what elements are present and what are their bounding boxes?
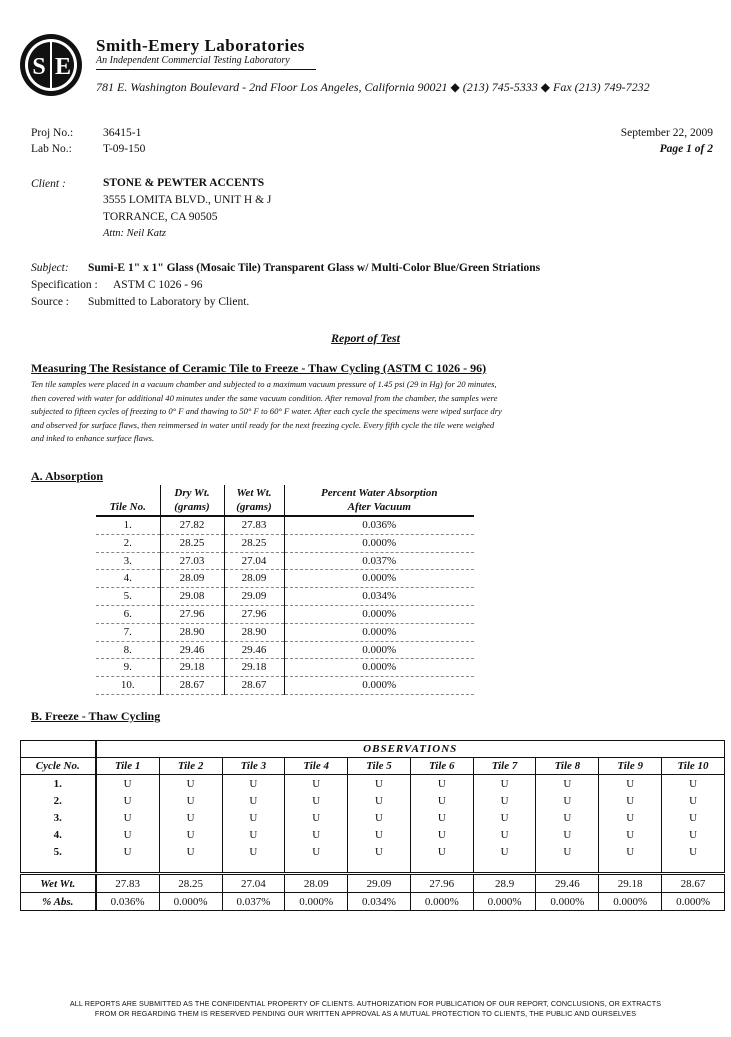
wet-weight-cell: 29.18 [599, 874, 662, 893]
observation-cell: U [285, 826, 348, 843]
absorption-row [96, 605, 474, 623]
dry-weight: 27.03 [160, 552, 224, 570]
method-description [31, 378, 621, 446]
header-tile-5: Tile 5 [348, 758, 411, 775]
percent-absorption: 0.000% [284, 534, 474, 552]
confidentiality-footer [0, 999, 731, 1019]
wet-weight: 28.67 [224, 677, 284, 695]
freeze-thaw-title: B. Freeze - Thaw Cycling [31, 709, 161, 723]
spacer-cell [662, 860, 725, 874]
tile-number: 7. [96, 623, 160, 641]
percent-absorption: 0.000% [284, 623, 474, 641]
percent-absorption: 0.000% [284, 641, 474, 659]
observation-cell: U [285, 843, 348, 860]
observation-cell: U [410, 843, 473, 860]
observation-cell: U [222, 826, 285, 843]
observation-cell: U [222, 775, 285, 793]
percent-absorption: 0.000% [284, 605, 474, 623]
header-tile-4: Tile 4 [285, 758, 348, 775]
percent-absorption-cell: 0.000% [662, 893, 725, 911]
lab-name: Smith-Emery Laboratories [96, 36, 305, 55]
method-title: Measuring The Resistance of Ceramic Tile to Freeze - Thaw Cycling (ASTM C 1026 - 96) [31, 361, 487, 375]
wet-weight: 29.09 [224, 588, 284, 606]
observation-cell: U [96, 792, 160, 809]
method-line: and observed for surface flaws, then reimmersed in water until ready for the next freezing cycle. Every fifth cycle the tile were weighed [31, 419, 495, 430]
dry-weight: 27.96 [160, 605, 224, 623]
percent-absorption: 0.000% [284, 677, 474, 695]
observation-cell: U [222, 809, 285, 826]
spacer-cell [21, 860, 96, 874]
absorption-header-row [96, 485, 474, 516]
observation-cell: U [536, 809, 599, 826]
percent-absorption-cell: 0.000% [410, 893, 473, 911]
percent-absorption-cell: 0.037% [222, 893, 285, 911]
proj-no-value: 36415-1 [103, 127, 142, 139]
observation-cell: U [348, 826, 411, 843]
dry-weight: 28.25 [160, 534, 224, 552]
percent-absorption-cell: 0.000% [159, 893, 222, 911]
observation-cell: U [599, 775, 662, 793]
percent-absorption: 0.037% [284, 552, 474, 570]
observation-cell: U [536, 792, 599, 809]
absorption-title: A. Absorption [31, 469, 104, 483]
observation-cell: U [222, 843, 285, 860]
percent-absorption-cell: 0.000% [473, 893, 536, 911]
observation-cell: U [159, 826, 222, 843]
svg-text:S: S [32, 54, 46, 80]
observation-cell: U [348, 843, 411, 860]
observation-cell: U [662, 843, 725, 860]
observation-cell: U [410, 775, 473, 793]
observation-cell: U [536, 826, 599, 843]
wet-weight-cell: 27.04 [222, 874, 285, 893]
observation-cell: U [410, 792, 473, 809]
observation-cell: U [159, 792, 222, 809]
observation-cell: U [159, 843, 222, 860]
percent-absorption-row [21, 893, 725, 911]
spacer-row [21, 860, 725, 874]
header-blank [21, 741, 96, 758]
absorption-row [96, 552, 474, 570]
spacer-cell [159, 860, 222, 874]
report-date: September 22, 2009 [620, 127, 713, 139]
wet-weight: 28.09 [224, 570, 284, 588]
footer-line: FROM OR REGARDING THEM IS RESERVED PENDING OUR WRITTEN APPROVAL AS A MUTUAL PROTECTION TO CLIENTS, THE PUBLIC AND OURSELVES [94, 1009, 637, 1018]
spacer-cell [222, 860, 285, 874]
header-tile-2: Tile 2 [159, 758, 222, 775]
tile-number: 8. [96, 641, 160, 659]
observation-cell: U [410, 809, 473, 826]
spacer-cell [473, 860, 536, 874]
dry-weight: 29.46 [160, 641, 224, 659]
method-line: then covered with water for additional 40 minutes under the same vacuum condition. After removal from the chamber, the samples were [31, 392, 498, 403]
cycle-number: 1. [21, 775, 96, 793]
wet-weight: 27.83 [224, 516, 284, 534]
tile-number: 6. [96, 605, 160, 623]
lab-tagline: An Independent Commercial Testing Laboratory [96, 55, 290, 66]
wet-weight: 28.90 [224, 623, 284, 641]
wet-weight-cell: 28.9 [473, 874, 536, 893]
absorption-table [96, 485, 474, 695]
specification-label: Specification : [31, 279, 98, 291]
wet-weight-cell: 29.46 [536, 874, 599, 893]
observation-cell: U [599, 809, 662, 826]
subject-label: Subject: [31, 262, 69, 274]
header-tile-no: Tile No. [96, 485, 160, 516]
percent-absorption: 0.036% [284, 516, 474, 534]
header-rule [96, 69, 316, 70]
wet-weight: 29.18 [224, 659, 284, 677]
wet-weight: 27.96 [224, 605, 284, 623]
observation-cell: U [96, 843, 160, 860]
tile-number: 3. [96, 552, 160, 570]
percent-absorption: 0.034% [284, 588, 474, 606]
percent-absorption-cell: 0.034% [348, 893, 411, 911]
cycle-number: 3. [21, 809, 96, 826]
cycle-row [21, 843, 725, 860]
dry-weight: 28.09 [160, 570, 224, 588]
observation-cell: U [473, 809, 536, 826]
wet-weight: 29.46 [224, 641, 284, 659]
header-tile-9: Tile 9 [599, 758, 662, 775]
cycle-row [21, 792, 725, 809]
absorption-row [96, 623, 474, 641]
spacer-cell [285, 860, 348, 874]
absorption-row [96, 659, 474, 677]
dry-weight: 28.67 [160, 677, 224, 695]
percent-absorption-cell: 0.036% [96, 893, 160, 911]
observation-cell: U [473, 826, 536, 843]
header-observations: OBSERVATIONS [96, 741, 725, 758]
cycle-row [21, 826, 725, 843]
header-percent-absorption: Percent Water Absorption After Vacuum [284, 485, 474, 516]
tile-number: 4. [96, 570, 160, 588]
observation-cell: U [222, 792, 285, 809]
observation-cell: U [410, 826, 473, 843]
header-tile-7: Tile 7 [473, 758, 536, 775]
specification-value: ASTM C 1026 - 96 [113, 279, 203, 291]
wet-weight: 28.25 [224, 534, 284, 552]
observation-cell: U [285, 809, 348, 826]
observation-cell: U [473, 775, 536, 793]
lab-address: 781 E. Washington Boulevard - 2nd Floor Los Angeles, California 90021 ◆ (213) 745-5333 ◆ Fax (213) 749-7232 [96, 80, 650, 94]
observation-cell: U [96, 809, 160, 826]
observation-cell: U [599, 826, 662, 843]
client-name: STONE & PEWTER ACCENTS [103, 177, 265, 189]
header-wet-wt: Wet Wt. (grams) [224, 485, 284, 516]
subject-text: Sumi-E 1" x 1" Glass (Mosaic Tile) Transparent Glass w/ Multi-Color Blue/Green Striations [88, 262, 541, 274]
method-line: subjected to fifteen cycles of freezing to 0° F and thawing to 50° F to 60° F water. After each cycle the specimens were wiped surface dry [31, 406, 502, 417]
dry-weight: 29.18 [160, 659, 224, 677]
dry-weight: 29.08 [160, 588, 224, 606]
percent-absorption-cell: 0.000% [285, 893, 348, 911]
tile-header-row [21, 758, 725, 775]
observation-cell: U [662, 826, 725, 843]
observation-cell: U [536, 775, 599, 793]
tile-number: 1. [96, 516, 160, 534]
wet-weight-row-label: Wet Wt. [21, 874, 96, 893]
observation-cell: U [473, 792, 536, 809]
proj-no-label: Proj No.: [31, 127, 74, 139]
observation-cell: U [96, 775, 160, 793]
observation-cell: U [348, 775, 411, 793]
header-tile-8: Tile 8 [536, 758, 599, 775]
header-tile-3: Tile 3 [222, 758, 285, 775]
dry-weight: 28.90 [160, 623, 224, 641]
absorption-row [96, 534, 474, 552]
source-label: Source : [31, 296, 70, 308]
dry-weight: 27.82 [160, 516, 224, 534]
lab-no-value: T-09-150 [103, 143, 146, 155]
tile-number: 5. [96, 588, 160, 606]
wet-weight-cell: 27.96 [410, 874, 473, 893]
wet-weight: 27.04 [224, 552, 284, 570]
observation-cell: U [536, 843, 599, 860]
observation-cell: U [599, 843, 662, 860]
cycle-row [21, 809, 725, 826]
spacer-cell [599, 860, 662, 874]
spacer-cell [410, 860, 473, 874]
observation-cell: U [159, 809, 222, 826]
report-title: Report of Test [331, 331, 400, 345]
observation-cell: U [285, 792, 348, 809]
absorption-row [96, 641, 474, 659]
method-line: Ten tile samples were placed in a vacuum chamber and subjected to a maximum vacuum pressure of 1.45 psi (29 in Hg) for 20 minutes, [31, 379, 497, 389]
tile-number: 9. [96, 659, 160, 677]
cycle-number: 2. [21, 792, 96, 809]
percent-absorption-cell: 0.000% [599, 893, 662, 911]
wet-weight-cell: 28.25 [159, 874, 222, 893]
observations-row [21, 741, 725, 758]
percent-absorption-row-label: % Abs. [21, 893, 96, 911]
client-attn: Attn: Neil Katz [103, 228, 166, 239]
absorption-row [96, 677, 474, 695]
observation-cell: U [348, 809, 411, 826]
cycle-row [21, 775, 725, 793]
client-address-2: TORRANCE, CA 90505 [103, 211, 218, 223]
wet-weight-cell: 27.83 [96, 874, 160, 893]
percent-absorption-cell: 0.000% [536, 893, 599, 911]
absorption-row [96, 516, 474, 534]
spacer-cell [96, 860, 160, 874]
observation-cell: U [473, 843, 536, 860]
header-cycle-no: Cycle No. [21, 758, 96, 775]
svg-text:E: E [54, 54, 72, 80]
absorption-row [96, 570, 474, 588]
header-tile-10: Tile 10 [662, 758, 725, 775]
lab-logo [18, 32, 84, 98]
observation-cell: U [285, 775, 348, 793]
wet-weight-cell: 28.09 [285, 874, 348, 893]
header-tile-1: Tile 1 [96, 758, 160, 775]
spacer-cell [536, 860, 599, 874]
source-value: Submitted to Laboratory by Client. [88, 296, 250, 308]
page-number: Page 1 of 2 [659, 143, 713, 155]
observation-cell: U [96, 826, 160, 843]
cycle-number: 4. [21, 826, 96, 843]
wet-weight-row [21, 874, 725, 893]
header-tile-6: Tile 6 [410, 758, 473, 775]
percent-absorption: 0.000% [284, 659, 474, 677]
method-line: and inked to enhance surface flaws. [31, 433, 155, 444]
observation-cell: U [662, 809, 725, 826]
spacer-cell [348, 860, 411, 874]
client-label: Client : [31, 178, 66, 190]
tile-number: 10. [96, 677, 160, 695]
client-address-1: 3555 LOMITA BLVD., UNIT H & J [103, 194, 272, 206]
tile-number: 2. [96, 534, 160, 552]
header-dry-wt: Dry Wt. (grams) [160, 485, 224, 516]
absorption-row [96, 588, 474, 606]
observation-cell: U [348, 792, 411, 809]
observation-cell: U [662, 775, 725, 793]
observation-cell: U [662, 792, 725, 809]
observation-cell: U [159, 775, 222, 793]
observation-cell: U [599, 792, 662, 809]
freeze-thaw-table [20, 740, 725, 911]
lab-no-label: Lab No.: [31, 143, 72, 155]
wet-weight-cell: 28.67 [662, 874, 725, 893]
percent-absorption: 0.000% [284, 570, 474, 588]
wet-weight-cell: 29.09 [348, 874, 411, 893]
cycle-number: 5. [21, 843, 96, 860]
footer-line: ALL REPORTS ARE SUBMITTED AS THE CONFIDENTIAL PROPERTY OF CLIENTS. AUTHORIZATION FOR PUBLICATION OF OUR REPORT, CONCLUSIONS, OR EXTRACTS [69, 999, 662, 1008]
